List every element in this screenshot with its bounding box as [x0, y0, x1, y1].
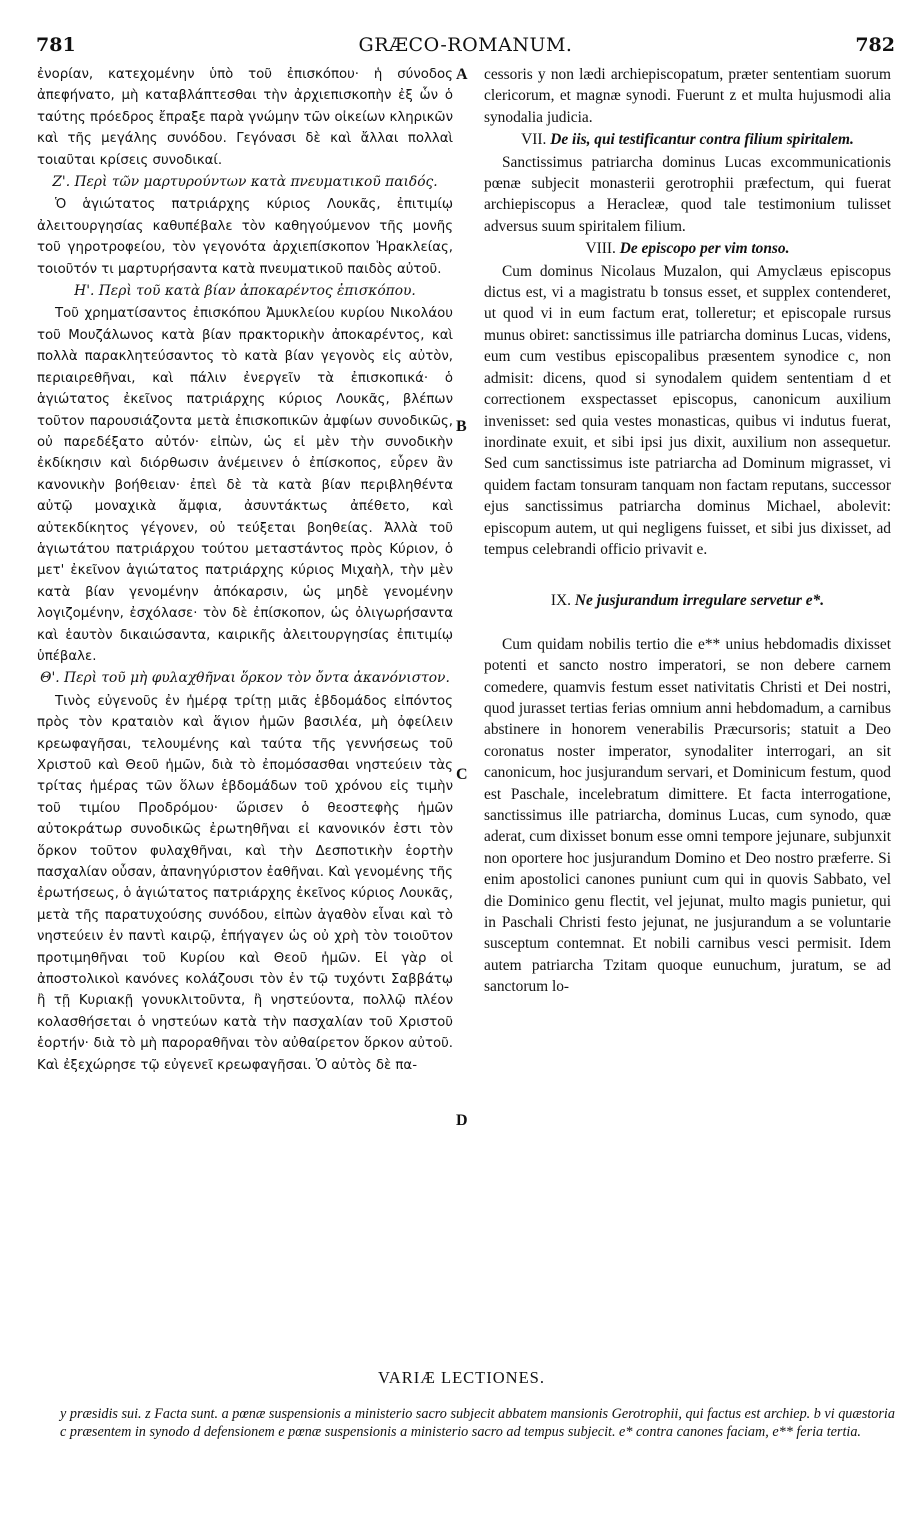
latin-paragraph-intro: cessoris y non lædi archiepiscopatum, præter sententiam suorum clericorum, et magnæ synodi. Fuerunt z et multa hujusmodi alia synodalia judicia. [484, 66, 891, 126]
page-number-left: 781 [36, 34, 76, 56]
latin-heading-8 [484, 238, 891, 259]
margin-letter-d: D [456, 1112, 468, 1129]
margin-letter-b: B [456, 418, 467, 435]
running-title: GRÆCO-ROMANUM. [358, 34, 573, 56]
latin-heading-9-number: IX. [550, 592, 571, 610]
greek-heading-8: Η'. Περὶ τοῦ κατὰ βίαν ἀποκαρέντος ἐπισκόπου. [74, 283, 416, 300]
running-header [36, 34, 895, 62]
variae-lectiones-notes [60, 1406, 900, 1441]
variae-lectiones-heading: VARIÆ LECTIONES. [378, 1368, 545, 1387]
greek-paragraph-8: Τοῦ χρηματίσαντος ἐπισκόπου Ἀμυκλείου κυρίου Νικολάου τοῦ Μουζάλωνος κατὰ βίαν πρακτορικὴν ἀποκαρέντος, καὶ πολλὰ παρακλητεύσαντος τὸ κατὰ βίαν γεγονὸς εἰς αὐτὸν, περιαιρεθῆναι, καὶ πάλιν ἐνεργεῖν τὰ ἐπισκοπικά· ὁ ἁγιώτατος ἐκεῖνος πατριάρχης κύριος Λουκᾶς, βλέπων τοῦτον παρουσιάζοντα μετὰ ἐπισκοπικῶν ἀμφίων συνοδικῶς, οὐ παρεδέξατο αὐτόν· εἰπὼν, ὡς εἰ μὲν τὴν συνοδικὴν ἐκδίκησιν καὶ διόρθωσιν ἀνέμεινεν ὁ ἐπίσκοπος, εὗρεν ἂν κανονικὴν βοήθειαν· ἐπεὶ δὲ τὰ κατὰ βίαν περιβληθέντα αὐτῷ μοναχικὰ ἄμφια, ἀσυντάκτως ἀπέθετο, καὶ αὐτεκδίκητος γέγονεν, οὐ τεύξεται βοηθείας. Ἀλλὰ τοῦ ἁγιωτάτου πατριάρχου τούτου μεταστάντος πρὸς Κύριον, ὁ μετ' ἐκεῖνον ἁγιώτατος πατριάρχης κύριος Μιχαὴλ, τὴν μὲν κατὰ βίαν γενομένην ἀπόκαρσιν, ὡς μηδὲ γενομένην λογιζομένην, ἐσχόλασε· τὸν δὲ ἐπίσκοπον, ὡς ὀλιγωρήσαντα καὶ ἑαυτὸν δικαιώσαντα, καιρικῆς ἀλειτουργησίας ἐπιτιμίῳ ὑπέβαλε. [37, 306, 453, 664]
latin-heading-8-number: VIII. [585, 240, 616, 258]
latin-heading-7-number: VII. [521, 131, 547, 149]
latin-paragraph-8: Cum dominus Nicolaus Muzalon, qui Amyclæus episcopus dictus est, vi a magistratu b tonsus esset, et supplex contenderet, ut quod vi in eum factum erat, tolleretur; et episcopale rursus munus obiret: sanctissimus ille patriarcha dominus Lucas, videns, eum cum vestibus episcopalibus præsentem synodice c, non admisit: dicens, quod si synodalem quidem sententiam d et correctionem exspectasset episcopus, canonicum auxilium invenisset: sed quia vestes monasticas, quibus vi indutus fuerat, inordinate exuit, et sibi ipsi jus dixit, auxilium non assequetur. Sed cum sanctissimus iste patriarcha ad Dominum migrasset, vi quidem factam tonsuram tanquam non factam reputans, successor ejus sanctissimus patriarcha dominus Michael, abolevit: episcopum autem, ut qui negligens fuisset, et sibi jus dixisset, ad tempus celebrandi officio privavit e. [484, 262, 891, 558]
latin-heading-7-title: De iis, qui testificantur contra filium spiritalem. [550, 131, 854, 149]
latin-heading-8-title: De episcopo per vim tonso. [619, 240, 790, 258]
margin-letter-a: A [456, 66, 468, 83]
latin-heading-7 [484, 129, 891, 150]
latin-paragraph-9: Cum quidam nobilis tertio die e** unius hebdomadis dixisset potenti et sancto nostro imperatori, se non debere carnem comedere, quamvis festum esset nativitatis Christi et Dei nostri, quod jurasset tertias ferias omnium anni hebdomadum, a carnibus abstinere in honorem venerabilis Præcursoris; statuit a Deo coronatus noster imperator, synodaliter interrogari, an sit canonicum, hoc jusjurandum servari, et Dominicum festum, quod est Paschale, incelebratum dimittere. Et facta interrogatione, sanctissimus ille patriarcha, dominus Lucas, cum synodo, quæ aderat, cum dixisset bonum esse omni tempore jejunare, subjunxit non oportere hoc jusjurandum Domino et Deo nostro præferre. Si enim apostolici canones puniunt cum qui in quovis Sabbato, vel die Dominico genu flectit, vel jejunat, multo magis punietur, qui in Paschali Christi festo jejunat, ne jusjurandum a se voluntarie susceptum contemnat. Et nobili carnibus vesci permisit. Idem autem patriarcha Tzitam quoque eunuchum, juratum, se ad sanctorum lo- [484, 635, 891, 996]
greek-paragraph-9: Τινὸς εὐγενοῦς ἐν ἡμέρᾳ τρίτῃ μιᾶς ἑβδομάδος εἰπόντος πρὸς τὸν κραταιὸν καὶ ἅγιον ἡμῶν βασιλέα, μὴ ὀφείλειν κρεωφαγῆσαι, τελουμένης καὶ ταύτα τῆς γεννήσεως τοῦ Χριστοῦ καὶ Θεοῦ ἡμῶν, διὰ τὸ ἐπομόσασθαι νηστεύειν τὰς τρίτας ἡμέρας τῶν ὅλων ἑβδομάδων τοῦ χρόνου εἰς τιμὴν τοῦ τιμίου Προδρόμου· ὥρισεν ὁ θεοστεφὴς ἡμῶν αὐτοκράτωρ συνοδικῶς ἐρωτηθῆναι εἰ κανονικόν ἐστι τὸν ὅρκον τοῦτον φυλαχθῆναι, καὶ τὴν Δεσποτικὴν ἑορτὴν πασχαλίαν οὖσαν, ἀπανηγύριστον ἐαθῆναι. Καὶ γενομένης τῆς ἐρωτήσεως, ὁ ἁγιώτατος πατριάρχης ἐκεῖνος κύριος Λουκᾶς, μετὰ τῆς παρατυχούσης συνόδου, εἰπὼν ἀγαθὸν εἶναι καὶ τὸ νηστεύειν ἐν παντὶ καιρῷ, ἐπήγαγεν ὡς οὐ χρὴ τὸν τοιοῦτον προτιμηθῆναι τοῦ Κυρίου καὶ Θεοῦ ἡμῶν. Εἰ γὰρ οἱ ἀποστολικοὶ κανόνες κολάζουσι τὸν ἐν τῷ τυχόντι Σαββάτῳ ἢ τῇ Κυριακῇ γονυκλιτοῦντα, ἢ νηστεύοντα, πολλῷ πλέον κολασθήσεται ὁ νηστεύων κατὰ τὴν πασχαλίαν τοῦ Χριστοῦ ἑορτήν· διὰ τὸ μὴ παροραθῆναι τὸν αὐθαίρετον ὅρκον αὐτοῦ. Καὶ ἐξεχώρησε τῷ εὐγενεῖ κρεωφαγῆσαι. Ὁ αὐτὸς δὲ πα- [37, 693, 453, 1073]
page-number-right: 782 [855, 34, 895, 56]
latin-column [484, 64, 891, 998]
greek-heading-9: Θ'. Περὶ τοῦ μὴ φυλαχθῆναι ὅρκον τὸν ὄντα ἀκανόνιστον. [40, 670, 450, 687]
latin-heading-9-title: Ne jusjurandum irregulare servetur e*. [574, 592, 825, 610]
greek-paragraph-7: Ὁ ἁγιώτατος πατριάρχης κύριος Λουκᾶς, ἐπιτιμίῳ ἀλειτουργησίας καθυπέβαλε τὸν καθηγούμενον τῆς μονῆς τοῦ γηροτροφείου, τὸν γεγονότα ἀρχιεπίσκοπον Ἡρακλείας, τοιοῦτόν τι μαρτυρήσαντα κατὰ πνευματικοῦ παιδὸς αὐτοῦ. [37, 197, 453, 277]
latin-paragraph-7: Sanctissimus patriarcha dominus Lucas excommunicationis pœnæ subjecit monasterii gerotrophii præfectum, qui fuerat archiepiscopus a Heracleæ, quod tale testimonium tulisset adversus suum spiritalem filium. [484, 153, 891, 235]
greek-heading-7: Ζ'. Περὶ τῶν μαρτυρούντων κατὰ πνευματικοῦ παιδός. [52, 174, 438, 191]
greek-paragraph-intro: ἐνορίαν, κατεχομένην ὑπὸ τοῦ ἐπισκόπου· ἡ σύνοδος ἀπεφήνατο, μὴ καταβλάπτεσθαι τὴν ἀρχιεπισκοπὴν ἐξ ὧν ὁ ταύτης πρόεδρος ἔπραξε παρὰ γνώμην τῶν οἰκείων κληρικῶν καὶ τῆς μεγάλης συνόδου. Γεγόνασι δὲ καὶ ἄλλαι πολλαὶ τοιαῦται κρίσεις συνοδικαί. [37, 67, 453, 168]
latin-heading-9 [484, 590, 891, 611]
margin-letter-c: C [456, 766, 468, 783]
variae-notes-text: y præsidis sui. z Facta sunt. a pœnæ suspensionis a ministerio sacro subjecit abbatem mansionis Gerotrophii, qui factus est archiep. b vi quæstoria c præsentem in synodo d defensionem e pœnæ suspensionis a ministerio sacro ad tempus subjecit. e* contra canones faciam, e** feria tertia. [60, 1406, 895, 1440]
greek-column [37, 64, 453, 1076]
